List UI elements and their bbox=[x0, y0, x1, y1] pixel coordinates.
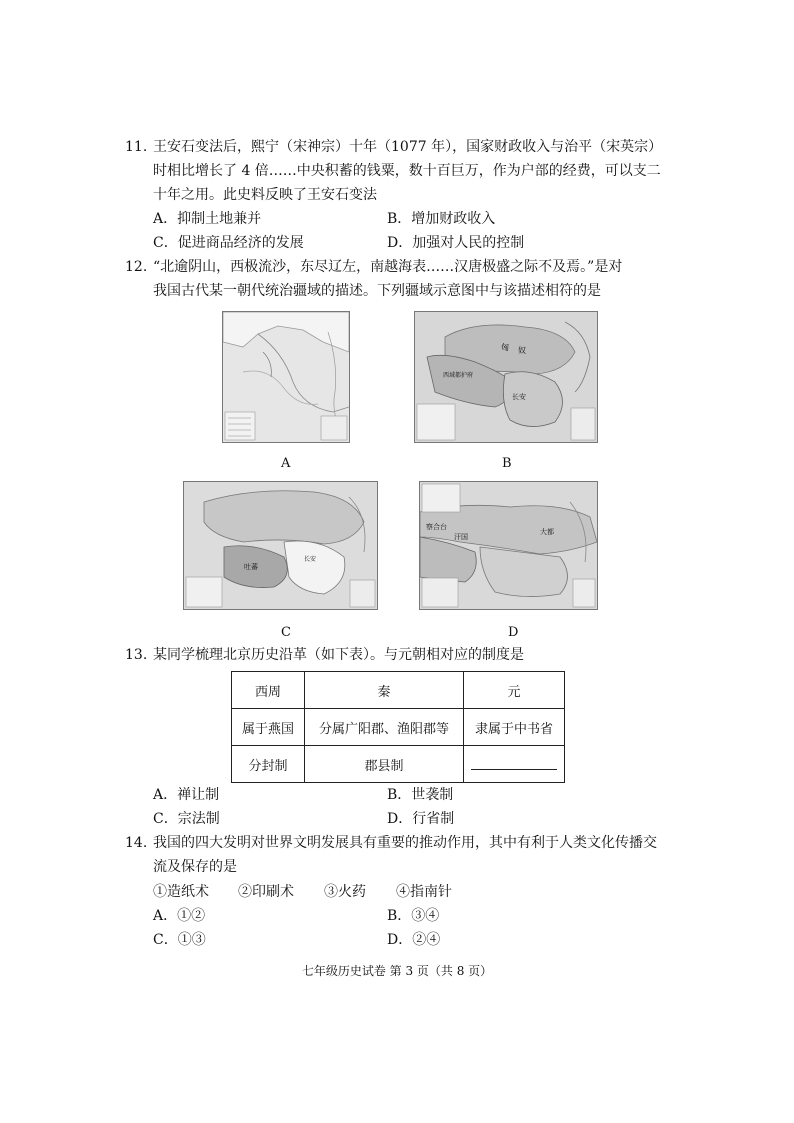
question-14-option-b[interactable]: B．③④ bbox=[387, 908, 440, 924]
question-13-option-b[interactable]: B．世袭制 bbox=[387, 787, 454, 803]
question-13-line: 某同学梳理北京历史沿革（如下表）。与元朝相对应的制度是 bbox=[153, 647, 524, 663]
map-b-text-1: 匈 bbox=[501, 343, 509, 352]
question-11-line-1: 王安石变法后，熙宁（宋神宗）十年（1077 年），国家财政收入与治平（宋英宗） bbox=[153, 139, 663, 155]
map-b-text-4: 长安 bbox=[512, 393, 526, 401]
table-cell: 属于燕国 bbox=[232, 709, 305, 746]
map-c-text-1: 吐蕃 bbox=[244, 563, 258, 571]
table-cell: 郡县制 bbox=[305, 746, 464, 783]
question-11-line-2: 时相比增长了 4 倍……中央积蓄的钱粟，数十百巨万，作为户部的经费，可以支二 bbox=[153, 163, 661, 179]
table-cell: 分封制 bbox=[232, 746, 305, 783]
map-c-text-2: 长安 bbox=[304, 556, 317, 563]
table-header-yuan: 元 bbox=[464, 672, 565, 709]
question-13-option-c[interactable]: C．宗法制 bbox=[153, 811, 220, 827]
map-a[interactable] bbox=[222, 311, 350, 443]
question-14-item-3: ③火药 bbox=[324, 884, 366, 900]
question-number-13: 13. bbox=[125, 647, 148, 663]
question-11-option-c[interactable]: C．促进商品经济的发展 bbox=[153, 235, 304, 251]
table-cell: 分属广阳郡、渔阳郡等 bbox=[305, 709, 464, 746]
question-number-14: 14. bbox=[125, 835, 148, 851]
question-11-line-3: 十年之用。此史料反映了王安石变法 bbox=[153, 187, 377, 203]
map-d-text-2: 汗国 bbox=[454, 533, 468, 541]
question-14-item-2: ②印刷术 bbox=[238, 884, 294, 900]
answer-blank[interactable] bbox=[471, 755, 557, 770]
map-c-label: C bbox=[281, 625, 291, 640]
table-cell: 隶属于中书省 bbox=[464, 709, 565, 746]
map-a-drawing bbox=[223, 312, 349, 442]
table-row bbox=[232, 672, 565, 709]
table-row bbox=[232, 709, 565, 746]
map-d-text-3: 大都 bbox=[540, 528, 554, 536]
question-14-line-2: 流及保存的是 bbox=[153, 859, 237, 875]
map-b[interactable] bbox=[414, 311, 598, 443]
question-14-option-d[interactable]: D．②④ bbox=[387, 932, 441, 948]
table-row bbox=[232, 746, 565, 783]
question-11-option-b[interactable]: B．增加财政收入 bbox=[387, 211, 496, 227]
map-b-text-3: 西域都护府 bbox=[443, 372, 474, 379]
question-13-option-d[interactable]: D．行省制 bbox=[387, 811, 455, 827]
table-header-western-zhou: 西周 bbox=[232, 672, 305, 709]
question-12-line-1: “北逾阴山，西极流沙，东尽辽左，南越海表……汉唐极盛之际不及焉。”是对 bbox=[153, 259, 623, 275]
map-d-label: D bbox=[508, 625, 519, 640]
question-number-11: 11. bbox=[125, 139, 148, 155]
question-11-option-d[interactable]: D．加强对人民的控制 bbox=[387, 235, 525, 251]
question-14-line-1: 我国的四大发明对世界文明发展具有重要的推动作用，其中有利于人类文化传播交 bbox=[153, 835, 657, 851]
question-14-item-1: ①造纸术 bbox=[153, 884, 209, 900]
map-b-text-2: 奴 bbox=[518, 346, 526, 355]
question-14-item-4: ④指南针 bbox=[396, 884, 452, 900]
question-14-option-a[interactable]: A．①② bbox=[153, 908, 206, 924]
question-14-option-c[interactable]: C．①③ bbox=[153, 932, 206, 948]
page-footer: 七年级历史试卷 第 3 页（共 8 页） bbox=[301, 964, 493, 978]
map-c-drawing bbox=[184, 482, 377, 609]
question-12-line-2: 我国古代某一朝代统治疆域的描述。下列疆域示意图中与该描述相符的是 bbox=[153, 283, 601, 299]
map-d-text-1: 察合台 bbox=[426, 523, 447, 531]
map-d-drawing bbox=[420, 482, 597, 609]
table-header-qin: 秦 bbox=[305, 672, 464, 709]
question-number-12: 12. bbox=[125, 259, 148, 275]
map-b-label: B bbox=[502, 456, 512, 471]
map-c[interactable] bbox=[183, 481, 378, 610]
table-cell-blank bbox=[464, 746, 565, 783]
beijing-history-table bbox=[231, 671, 565, 783]
map-a-label: A bbox=[281, 456, 291, 471]
question-11-option-a[interactable]: A．抑制土地兼并 bbox=[153, 211, 262, 227]
question-13-option-a[interactable]: A．禅让制 bbox=[153, 787, 220, 803]
map-d[interactable] bbox=[419, 481, 598, 610]
